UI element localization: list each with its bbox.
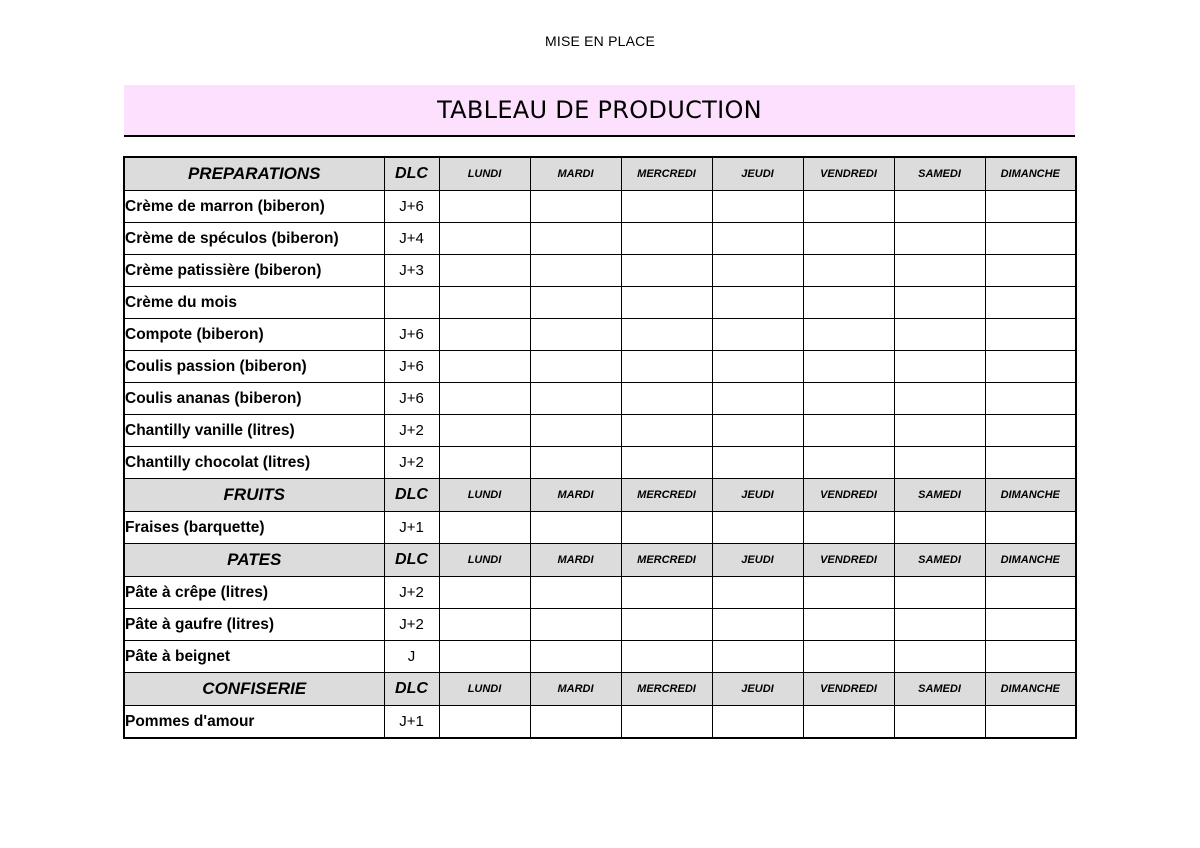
quantity-cell[interactable] xyxy=(803,577,894,609)
quantity-cell[interactable] xyxy=(712,706,803,739)
quantity-cell[interactable] xyxy=(530,706,621,739)
table-row xyxy=(124,255,1076,287)
dlc-column-header: DLC xyxy=(384,673,439,706)
quantity-cell[interactable] xyxy=(894,512,985,544)
item-name: Coulis passion (biberon) xyxy=(124,351,384,383)
quantity-cell[interactable] xyxy=(894,191,985,223)
item-dlc: J+2 xyxy=(384,577,439,609)
page-title: TABLEAU DE PRODUCTION xyxy=(124,85,1075,137)
quantity-cell[interactable] xyxy=(894,351,985,383)
day-column-header: VENDREDI xyxy=(803,157,894,191)
quantity-cell[interactable] xyxy=(894,415,985,447)
item-name: Crème du mois xyxy=(124,287,384,319)
day-column-header: SAMEDI xyxy=(894,479,985,512)
day-column-header: MERCREDI xyxy=(621,673,712,706)
item-name: Pommes d'amour xyxy=(124,706,384,739)
quantity-cell[interactable] xyxy=(621,609,712,641)
quantity-cell[interactable] xyxy=(621,287,712,319)
quantity-cell[interactable] xyxy=(621,351,712,383)
quantity-cell[interactable] xyxy=(439,706,530,739)
item-dlc: J+6 xyxy=(384,351,439,383)
quantity-cell[interactable] xyxy=(439,512,530,544)
quantity-cell[interactable] xyxy=(985,287,1076,319)
item-name: Pâte à crêpe (litres) xyxy=(124,577,384,609)
table-row xyxy=(124,351,1076,383)
day-column-header: MARDI xyxy=(530,544,621,577)
quantity-cell[interactable] xyxy=(530,319,621,351)
table-row xyxy=(124,512,1076,544)
quantity-cell[interactable] xyxy=(439,191,530,223)
day-column-header: SAMEDI xyxy=(894,544,985,577)
quantity-cell[interactable] xyxy=(621,512,712,544)
item-name: Pâte à beignet xyxy=(124,641,384,673)
quantity-cell[interactable] xyxy=(712,383,803,415)
item-name: Compote (biberon) xyxy=(124,319,384,351)
quantity-cell[interactable] xyxy=(621,577,712,609)
quantity-cell[interactable] xyxy=(530,415,621,447)
quantity-cell[interactable] xyxy=(803,191,894,223)
day-column-header: MARDI xyxy=(530,673,621,706)
item-name: Chantilly chocolat (litres) xyxy=(124,447,384,479)
quantity-cell[interactable] xyxy=(439,255,530,287)
quantity-cell[interactable] xyxy=(621,641,712,673)
quantity-cell[interactable] xyxy=(894,641,985,673)
item-dlc: J+2 xyxy=(384,609,439,641)
section-title: PATES xyxy=(124,544,384,577)
quantity-cell[interactable] xyxy=(712,447,803,479)
item-dlc xyxy=(384,287,439,319)
quantity-cell[interactable] xyxy=(803,609,894,641)
quantity-cell[interactable] xyxy=(803,287,894,319)
quantity-cell[interactable] xyxy=(894,706,985,739)
table-row xyxy=(124,223,1076,255)
section-title: FRUITS xyxy=(124,479,384,512)
item-dlc: J+2 xyxy=(384,447,439,479)
day-column-header: DIMANCHE xyxy=(985,673,1076,706)
quantity-cell[interactable] xyxy=(712,577,803,609)
day-column-header: DIMANCHE xyxy=(985,479,1076,512)
day-column-header: JEUDI xyxy=(712,544,803,577)
item-dlc: J+6 xyxy=(384,383,439,415)
quantity-cell[interactable] xyxy=(803,255,894,287)
quantity-cell[interactable] xyxy=(803,351,894,383)
quantity-cell[interactable] xyxy=(803,319,894,351)
day-column-header: LUNDI xyxy=(439,673,530,706)
day-column-header: LUNDI xyxy=(439,544,530,577)
day-column-header: JEUDI xyxy=(712,157,803,191)
quantity-cell[interactable] xyxy=(985,255,1076,287)
quantity-cell[interactable] xyxy=(439,351,530,383)
quantity-cell[interactable] xyxy=(985,706,1076,739)
quantity-cell[interactable] xyxy=(621,255,712,287)
quantity-cell[interactable] xyxy=(985,577,1076,609)
quantity-cell[interactable] xyxy=(894,447,985,479)
quantity-cell[interactable] xyxy=(530,512,621,544)
quantity-cell[interactable] xyxy=(894,577,985,609)
section-title: PREPARATIONS xyxy=(124,157,384,191)
quantity-cell[interactable] xyxy=(712,415,803,447)
quantity-cell[interactable] xyxy=(985,447,1076,479)
quantity-cell[interactable] xyxy=(712,512,803,544)
table-row xyxy=(124,706,1076,739)
table-row xyxy=(124,609,1076,641)
section-header-row xyxy=(124,479,1076,512)
quantity-cell[interactable] xyxy=(530,287,621,319)
quantity-cell[interactable] xyxy=(439,287,530,319)
day-column-header: MERCREDI xyxy=(621,479,712,512)
quantity-cell[interactable] xyxy=(985,609,1076,641)
item-name: Coulis ananas (biberon) xyxy=(124,383,384,415)
section-title: CONFISERIE xyxy=(124,673,384,706)
item-dlc: J+1 xyxy=(384,706,439,739)
quantity-cell[interactable] xyxy=(530,255,621,287)
quantity-cell[interactable] xyxy=(894,223,985,255)
quantity-cell[interactable] xyxy=(439,641,530,673)
table-row xyxy=(124,383,1076,415)
quantity-cell[interactable] xyxy=(894,383,985,415)
quantity-cell[interactable] xyxy=(439,383,530,415)
section-header-row xyxy=(124,673,1076,706)
quantity-cell[interactable] xyxy=(621,223,712,255)
dlc-column-header: DLC xyxy=(384,544,439,577)
quantity-cell[interactable] xyxy=(530,577,621,609)
day-column-header: LUNDI xyxy=(439,479,530,512)
item-dlc: J+1 xyxy=(384,512,439,544)
quantity-cell[interactable] xyxy=(621,415,712,447)
quantity-cell[interactable] xyxy=(439,447,530,479)
day-column-header: JEUDI xyxy=(712,673,803,706)
quantity-cell[interactable] xyxy=(712,287,803,319)
quantity-cell[interactable] xyxy=(712,319,803,351)
production-table xyxy=(123,156,1077,739)
quantity-cell[interactable] xyxy=(712,191,803,223)
item-dlc: J+3 xyxy=(384,255,439,287)
quantity-cell[interactable] xyxy=(530,351,621,383)
quantity-cell[interactable] xyxy=(894,287,985,319)
quantity-cell[interactable] xyxy=(803,415,894,447)
page-caption: MISE EN PLACE xyxy=(545,33,655,49)
quantity-cell[interactable] xyxy=(712,609,803,641)
quantity-cell[interactable] xyxy=(803,706,894,739)
table-row xyxy=(124,319,1076,351)
quantity-cell[interactable] xyxy=(530,223,621,255)
day-column-header: LUNDI xyxy=(439,157,530,191)
quantity-cell[interactable] xyxy=(530,447,621,479)
quantity-cell[interactable] xyxy=(712,223,803,255)
quantity-cell[interactable] xyxy=(439,415,530,447)
item-name: Pâte à gaufre (litres) xyxy=(124,609,384,641)
quantity-cell[interactable] xyxy=(712,351,803,383)
quantity-cell[interactable] xyxy=(803,223,894,255)
quantity-cell[interactable] xyxy=(530,383,621,415)
dlc-column-header: DLC xyxy=(384,157,439,191)
quantity-cell[interactable] xyxy=(621,383,712,415)
day-column-header: MARDI xyxy=(530,479,621,512)
dlc-column-header: DLC xyxy=(384,479,439,512)
quantity-cell[interactable] xyxy=(530,191,621,223)
quantity-cell[interactable] xyxy=(621,706,712,739)
section-header-row xyxy=(124,157,1076,191)
quantity-cell[interactable] xyxy=(621,191,712,223)
item-dlc: J xyxy=(384,641,439,673)
item-dlc: J+6 xyxy=(384,319,439,351)
day-column-header: VENDREDI xyxy=(803,673,894,706)
day-column-header: JEUDI xyxy=(712,479,803,512)
quantity-cell[interactable] xyxy=(439,223,530,255)
item-dlc: J+6 xyxy=(384,191,439,223)
quantity-cell[interactable] xyxy=(530,641,621,673)
quantity-cell[interactable] xyxy=(985,415,1076,447)
quantity-cell[interactable] xyxy=(985,641,1076,673)
quantity-cell[interactable] xyxy=(985,319,1076,351)
quantity-cell[interactable] xyxy=(621,447,712,479)
item-name: Crème de marron (biberon) xyxy=(124,191,384,223)
day-column-header: MERCREDI xyxy=(621,544,712,577)
day-column-header: MARDI xyxy=(530,157,621,191)
quantity-cell[interactable] xyxy=(439,319,530,351)
day-column-header: VENDREDI xyxy=(803,479,894,512)
quantity-cell[interactable] xyxy=(985,351,1076,383)
table-row xyxy=(124,641,1076,673)
quantity-cell[interactable] xyxy=(894,319,985,351)
quantity-cell[interactable] xyxy=(985,512,1076,544)
item-name: Chantilly vanille (litres) xyxy=(124,415,384,447)
day-column-header: DIMANCHE xyxy=(985,157,1076,191)
quantity-cell[interactable] xyxy=(894,255,985,287)
quantity-cell[interactable] xyxy=(712,641,803,673)
table-row xyxy=(124,415,1076,447)
quantity-cell[interactable] xyxy=(439,609,530,641)
table-row xyxy=(124,447,1076,479)
quantity-cell[interactable] xyxy=(985,223,1076,255)
quantity-cell[interactable] xyxy=(803,641,894,673)
quantity-cell[interactable] xyxy=(712,255,803,287)
item-name: Fraises (barquette) xyxy=(124,512,384,544)
quantity-cell[interactable] xyxy=(803,512,894,544)
day-column-header: SAMEDI xyxy=(894,157,985,191)
table-row xyxy=(124,287,1076,319)
day-column-header: VENDREDI xyxy=(803,544,894,577)
table-row xyxy=(124,577,1076,609)
item-dlc: J+4 xyxy=(384,223,439,255)
quantity-cell[interactable] xyxy=(803,447,894,479)
quantity-cell[interactable] xyxy=(985,383,1076,415)
quantity-cell[interactable] xyxy=(530,609,621,641)
quantity-cell[interactable] xyxy=(894,609,985,641)
table-row xyxy=(124,191,1076,223)
day-column-header: SAMEDI xyxy=(894,673,985,706)
quantity-cell[interactable] xyxy=(803,383,894,415)
quantity-cell[interactable] xyxy=(621,319,712,351)
day-column-header: MERCREDI xyxy=(621,157,712,191)
item-name: Crème de spéculos (biberon) xyxy=(124,223,384,255)
quantity-cell[interactable] xyxy=(439,577,530,609)
item-name: Crème patissière (biberon) xyxy=(124,255,384,287)
day-column-header: DIMANCHE xyxy=(985,544,1076,577)
item-dlc: J+2 xyxy=(384,415,439,447)
quantity-cell[interactable] xyxy=(985,191,1076,223)
section-header-row xyxy=(124,544,1076,577)
